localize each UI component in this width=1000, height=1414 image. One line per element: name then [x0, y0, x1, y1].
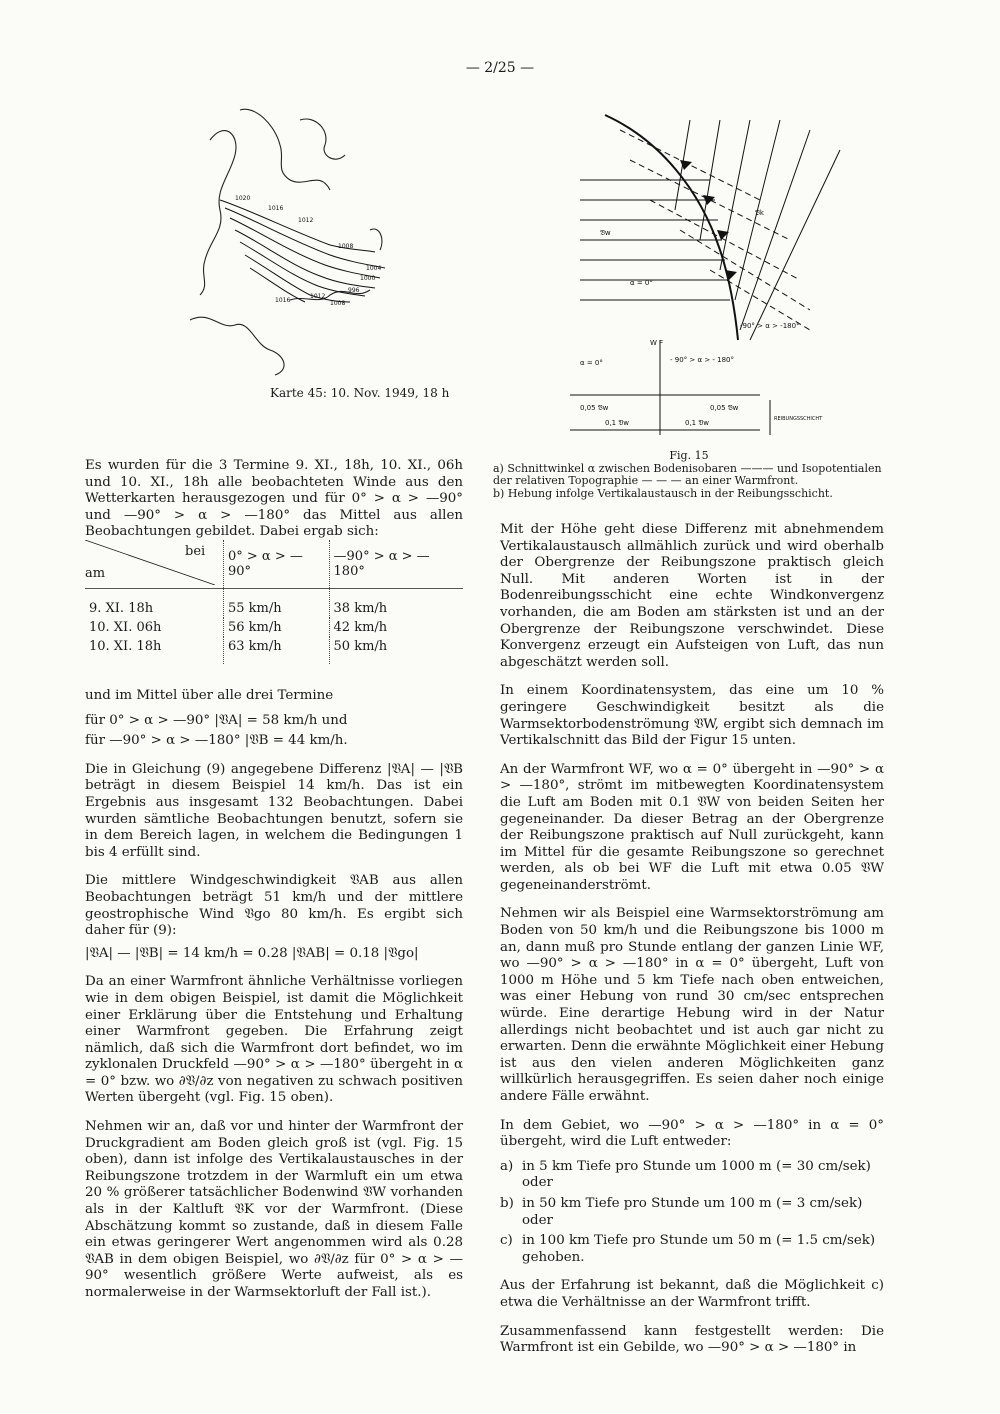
- paragraph: Nehmen wir als Beispiel eine Warmsektorströmung am Boden von 50 km/h und die Reibungszone bis 1000 m an, dann muß pro Stunde entlang der ganzen Linie WF, wo —90° > α > —180° in α = 0° übergeht, Luft von 1000 m Höhe und 5 km Tiefe nach oben entweichen, was einer Hebung von rund 30 cm/sec entsprechen würde. Eine derartige Hebung wird in der Natur allerdings nicht beobachtet und ist auch gar nicht zu erwarten. Denn die erwähnte Möglichkeit einer Hebung ist aus den vielen anderen Möglichkeiten ganz willkürlich herausgegriffen. Es seien daher noch einige andere Fälle erwähnt.: [500, 906, 884, 1104]
- isobar: [240, 242, 365, 296]
- table-cell: 10. XI. 18h: [89, 638, 162, 654]
- paragraph: Da an einer Warmfront ähnliche Verhältnisse vorliegen wie in dem obigen Beispiel, ist damit die Möglichkeit einer Erklärung über die Entstehung und Erhaltung einer Warmfront gegeben. Die Erfahrung zeigt nämlich, daß sich die Warmfront dort befindet, wo im zyklonalen Druckfeld —90° > α > —180° übergeht in α = 0° bzw. wo ∂𝔙/∂z von negativen zu schwach positiven Werten übergeht (vgl. Fig. 15 oben).: [85, 974, 463, 1106]
- equation: |𝔙A| — |𝔙B| = 14 km/h = 0.28 |𝔙AB| = 0.18 |𝔙go|: [85, 945, 419, 961]
- coastline: [370, 229, 382, 250]
- list-item: [500, 1233, 884, 1266]
- paragraph: Mit der Höhe geht diese Differenz mit abnehmendem Vertikalaustausch allmählich zurück und wird oberhalb der Obergrenze der Reibungszone praktisch gleich Null. Mit anderen Worten ist in der Bodenreibungsschicht eine echte Windkonvergenz vorhanden, die am Boden am stärksten ist und an der Obergrenze der Reibungszone verschwindet. Diese Konvergenz erzeugt ein Aufsteigen von Luft, das nun abgeschätzt werden soll.: [500, 522, 884, 670]
- paragraph: Aus der Erfahrung ist bekannt, daß die Möglichkeit c) etwa die Verhältnisse an der Warmfront trifft.: [500, 1278, 884, 1310]
- fig-label: 0,05 𝔙w: [710, 404, 739, 412]
- fig-label: W F: [650, 339, 664, 347]
- paragraph: Die mittlere Windgeschwindigkeit 𝔙AB aus allen Beobachtungen beträgt 51 km/h und der mittlere geostrophische Wind 𝔙go 80 km/h. Es ergibt sich daher für (9):: [85, 873, 463, 939]
- left-column-bottom: [85, 688, 463, 1314]
- coastline: [200, 131, 236, 295]
- map-label: 1020: [235, 195, 251, 202]
- equation: für —90° > α > —180° |𝔙B = 44 km/h.: [85, 733, 348, 749]
- page-number: — 2/25 —: [465, 60, 535, 76]
- figure-15: [560, 100, 890, 445]
- fig-label: - 90° > α > - 180°: [670, 356, 735, 364]
- coastline: [240, 109, 330, 190]
- fig-label: 0,05 𝔙w: [580, 404, 609, 412]
- list-text: in 100 km Tiefe pro Stunde um 50 m (= 1.5 cm/sek): [522, 1233, 876, 1249]
- table-cell: 10. XI. 06h: [89, 619, 162, 635]
- list-text: in 50 km Tiefe pro Stunde um 100 m (= 3 cm/sek): [522, 1195, 863, 1211]
- map-label: 1004: [366, 265, 382, 272]
- table-head-bei: bei: [185, 544, 206, 559]
- weather-map: [180, 100, 420, 380]
- paragraph: In dem Gebiet, wo —90° > α > —180° in α = 0° übergeht, wird die Luft entweder:: [500, 1117, 884, 1150]
- map-label: 1008: [338, 243, 354, 250]
- fig-label: α = 0°: [630, 279, 653, 287]
- paragraph: und im Mittel über alle drei Termine: [85, 688, 334, 703]
- paragraph: Nehmen wir an, daß vor und hinter der Warmfront der Druckgradient am Boden gleich groß ist (vgl. Fig. 15 oben), dann ist infolge des Vertikalaustausches in der Reibungszone trotzdem in der Warmluft ein um etwa 20 % größerer tatsächlicher Bodenwind 𝔙W vorhanden als in der Kaltluft 𝔙K vor der Warmfront. (Diese Abschätzung kommt so zustande, daß in diesem Falle ein etwas geringerer Wert angenommen wird als 0.28 𝔙AB in dem obigen Beispiel, wo ∂𝔙/∂z für 0° > α > —90° wesentlich größere Werte aufweist, als es normalerweise in der Warmsektorluft der Fall ist.).: [85, 1119, 463, 1300]
- paragraph: Die in Gleichung (9) angegebene Differenz |𝔙A| — |𝔙B beträgt in diesem Beispiel 14 km/h. Das ist ein Ergebnis aus insgesamt 132 Beobachtungen. Dabei wurden sämtliche Beobachtungen benutzt, sofern sie in dem Bereich lagen, in welchem die Bedingungen 1 bis 4 erfüllt sind.: [85, 761, 463, 860]
- map-label: 1016: [275, 297, 291, 304]
- warm-front: [605, 115, 738, 340]
- left-column-top: [85, 458, 463, 553]
- table-cell: 56 km/h: [224, 618, 330, 637]
- fig-label: 𝔙w: [600, 229, 611, 237]
- figure-caption-a: a) Schnittwinkel α zwischen Bodenisobaren ——— und Isopotentialen der relativen Topographie — — — an einer Warmfront.: [493, 461, 882, 487]
- paragraph: Zusammenfassend kann festgestellt werden: Die Warmfront ist ein Gebilde, wo —90° > α > —180° in: [500, 1323, 884, 1356]
- fig-label: 𝔙k: [755, 209, 764, 217]
- isobar: [235, 230, 375, 288]
- table-cell: 42 km/h: [329, 618, 463, 637]
- map-label: 996: [348, 287, 360, 294]
- map-label: 1000: [360, 275, 376, 282]
- list-label: c): [500, 1233, 513, 1249]
- coastline: [190, 317, 284, 375]
- figure-caption-b: b) Hebung infolge Vertikalaustausch in der Reibungsschicht.: [493, 486, 833, 500]
- map-label: 1012: [298, 217, 314, 224]
- isobar: [245, 255, 350, 302]
- table-corner: [85, 540, 224, 588]
- map-label: 1008: [330, 300, 346, 307]
- right-column: [500, 522, 884, 1369]
- table-cell: 55 km/h: [224, 588, 330, 618]
- table-cell: 38 km/h: [329, 588, 463, 618]
- coastline: [300, 119, 345, 159]
- wind-table: [85, 540, 463, 664]
- table-col-header: 0° > α > —90°: [224, 540, 330, 588]
- fig-label: -90° > α > -180°: [740, 322, 800, 330]
- map-label: 1012: [310, 293, 326, 300]
- table-cell: 50 km/h: [329, 637, 463, 664]
- figure-caption: [493, 450, 885, 500]
- figure-caption-title: Fig. 15: [669, 449, 709, 462]
- list-label: b): [500, 1195, 514, 1211]
- paragraph: In einem Koordinatensystem, das eine um 10 % geringere Geschwindigkeit besitzt als die Warmsektorbodenströmung 𝔙W, ergibt sich demnach im Vertikalschnitt das Bild der Figur 15 unten.: [500, 683, 884, 749]
- table-head-am: am: [85, 566, 106, 581]
- paragraph: Es wurden für die 3 Termine 9. XI., 18h, 10. XI., 06h und 10. XI., 18h alle beobachteten Winde aus den Wetterkarten herausgezogen und für 0° > α > —90° und —90° > α > —180° das Mittel aus allen Beobachtungen gebildet. Dabei ergab sich:: [85, 458, 463, 540]
- paragraph: An der Warmfront WF, wo α = 0° übergeht in —90° > α > —180°, strömt im mitbewegten Koordinatensystem die Luft am Boden mit 0.1 𝔙W von beiden Seiten her gegeneinander. Da dieser Betrag an der Obergrenze der Reibungszone praktisch auf Null zurückgeht, kann im Mittel für die gesamte Reibungszone so gerechnet werden, als ob bei WF die Luft mit etwa 0.05 𝔙W gegeneinanderströmt.: [500, 761, 884, 893]
- table-cell: 9. XI. 18h: [89, 600, 154, 616]
- list-item: [500, 1159, 884, 1192]
- table-cell: 63 km/h: [224, 637, 330, 664]
- fig-label: 0,1 𝔙w: [685, 419, 709, 427]
- equation: für 0° > α > —90° |𝔙A| = 58 km/h und: [85, 712, 348, 728]
- fig-label: 0,1 𝔙w: [605, 419, 629, 427]
- fig-label: REIBUNGSSCHICHT: [774, 416, 823, 422]
- table-col-header: —90° > α > —180°: [329, 540, 463, 588]
- map-caption: Karte 45: 10. Nov. 1949, 18 h: [270, 386, 450, 400]
- list-tail: oder: [522, 1175, 553, 1191]
- list-item: [500, 1196, 884, 1229]
- list-tail: gehoben.: [522, 1249, 585, 1265]
- list-label: a): [500, 1158, 514, 1174]
- fig-label: α = 0°: [580, 359, 603, 367]
- map-label: 1016: [268, 205, 284, 212]
- list-tail: oder: [522, 1212, 553, 1228]
- list-text: in 5 km Tiefe pro Stunde um 1000 m (= 30 cm/sek): [522, 1158, 871, 1174]
